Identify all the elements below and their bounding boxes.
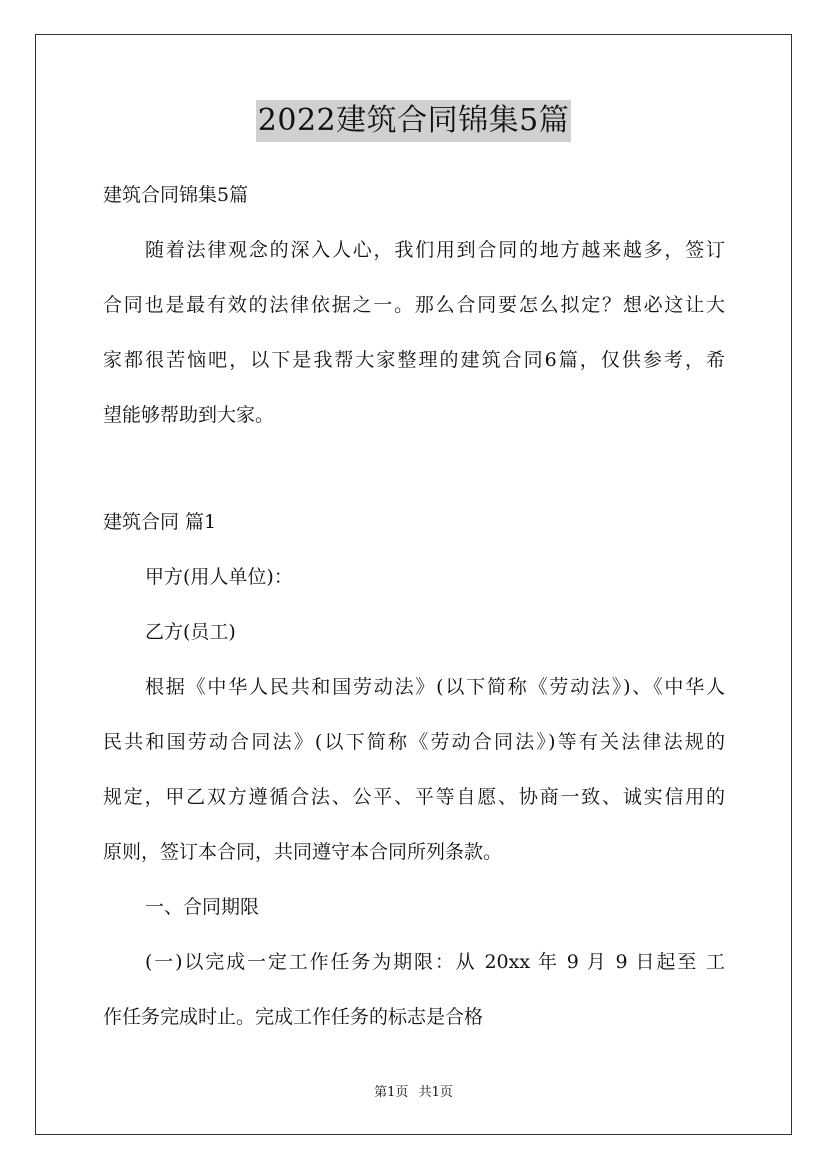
paragraph-line: 规定，甲乙双方遵循合法、公平、平等自愿、协商一致、诚实信用的 xyxy=(103,786,725,808)
paragraph-line: 根据《中华人民共和国劳动法》(以下简称《劳动法》)、《中华人 xyxy=(145,676,725,698)
paragraph-line: 作任务完成时止。完成工作任务的标志是合格 xyxy=(103,1006,484,1028)
section-heading: 建筑合同 篇1 xyxy=(103,511,217,533)
title-container xyxy=(0,100,827,142)
paragraph-line: 家都很苦恼吧，以下是我帮大家整理的建筑合同6篇，仅供参考，希 xyxy=(103,349,725,371)
paragraph-line: 望能够帮助到大家。 xyxy=(103,404,275,426)
document-body xyxy=(103,168,725,1045)
paragraph-gap xyxy=(103,443,725,495)
paragraph-line: 民共和国劳动合同法》(以下简称《劳动合同法》)等有关法律法规的 xyxy=(103,731,725,753)
page-total: 共1页 xyxy=(418,1085,453,1100)
document-title: 2022建筑合同锦集5篇 xyxy=(256,100,571,142)
party-b-line: 乙方(员工) xyxy=(145,621,236,643)
party-a-line: 甲方(用人单位)： xyxy=(145,566,293,588)
paragraph-line: 随着法律观念的深入人心，我们用到合同的地方越来越多，签订 xyxy=(145,239,725,261)
clause-heading: 一、合同期限 xyxy=(145,896,260,918)
page-footer xyxy=(0,1084,827,1102)
page-number: 第1页 xyxy=(374,1085,409,1100)
paragraph-line: 原则，签订本合同，共同遵守本合同所列条款。 xyxy=(103,841,503,863)
paragraph-line: (一)以完成一定工作任务为期限：从 20xx 年 9 月 9 日起至 工 xyxy=(145,951,725,973)
paragraph-line: 合同也是最有效的法律依据之一。那么合同要怎么拟定？想必这让大 xyxy=(103,294,725,316)
section-heading: 建筑合同锦集5篇 xyxy=(103,184,249,206)
